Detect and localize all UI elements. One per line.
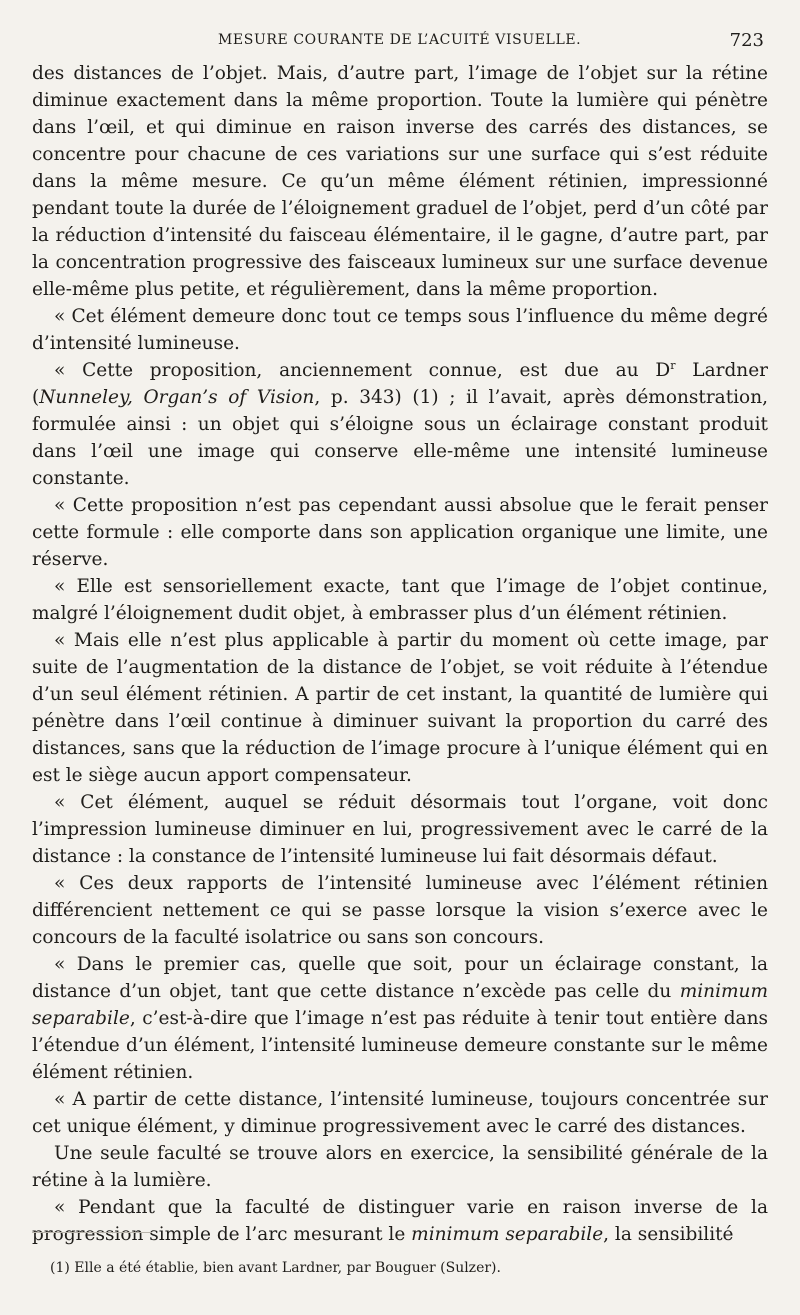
paragraph-2: « Cet élément demeure donc tout ce temps sous l’influence du même degré d’intensité lumineuse. — [32, 306, 768, 354]
paragraph-1: des distances de l’objet. Mais, d’autre part, l’image de l’objet sur la rétine diminue exactement dans la même proportion. Toute la lumière qui pénètre dans l’œil, et qui diminue en raison inverse des carrés des distances, se concentre pour chacune de ces variations sur une surface qui s’est réduite dans la même mesure. Ce qu’un même élément rétinien, impressionné pendant toute la durée de l’éloignement graduel de l’objet, perd d’un côté par la réduction d’intensité du faisceau élémentaire, il le gagne, d’autre part, par la concentration progressive des faisceaux lumineux sur une surface devenue elle-même plus petite, et régulièrement, dans la même proportion. — [32, 63, 768, 300]
paragraph-7: « Cet élément, auquel se réduit désormais tout l’organe, voit donc l’impression lumineuse diminuer en lui, progressivement avec le carré de la distance : la constance de l’intensité lumineuse lui fait désormais défaut. — [32, 792, 768, 867]
minimum-separabile-term: minimum separabile — [32, 981, 768, 1029]
paragraph-5: « Elle est sensoriellement exacte, tant que l’image de l’objet continue, malgré l’éloignement dudit objet, à embrasser plus d’un élément rétinien. — [32, 576, 768, 624]
body-text — [32, 60, 768, 1248]
paragraph-9 — [32, 951, 768, 1086]
paragraph-6: « Mais elle n’est plus applicable à partir du moment où cette image, par suite de l’augmentation de la distance de l’objet, se voit réduite à l’étendue d’un seul élément rétinien. A partir de cet instant, la quantité de lumière qui pénètre dans l’œil continue à diminuer suivant la proportion du carré des distances, sans que la réduction de l’image procure à l’unique élément qui en est le siège aucun apport compensateur. — [32, 630, 768, 786]
paragraph-12 — [32, 1194, 768, 1248]
paragraph-3 — [32, 357, 768, 492]
footnote-rule — [32, 1232, 152, 1233]
doctor-abbrev-sup: r — [670, 358, 676, 372]
paragraph-9-text-a: « Dans le premier cas, quelle que soit, pour un éclairage constant, la distance d’un objet, tant que cette distance n’excède pas celle du — [32, 954, 768, 1002]
book-title-citation: Nunneley, Organ’s of Vision — [39, 387, 315, 408]
minimum-separabile-term-2: minimum separabile — [411, 1224, 604, 1245]
paragraph-3-text-a: « Cette proposition, anciennement connue, est due au D — [54, 360, 671, 381]
footnote-text: Elle a été établie, bien avant Lardner, par Bouguer (Sulzer). — [69, 1260, 501, 1276]
paragraph-3-text-c: , p. 343) (1) ; il l’avait, après démonstration, formulée ainsi : un objet qui s’éloigne sous un éclairage constant produit dans l’œil une image qui conserve elle-même une intensité lumineuse constante. — [32, 387, 768, 489]
page-number: 723 — [729, 30, 764, 51]
running-head — [0, 28, 800, 58]
paragraph-9-text-b: , c’est-à-dire que l’image n’est pas réduite à tenir tout entière dans l’étendue d’un élément, l’intensité lumineuse demeure constante sur le même élément rétinien. — [32, 1008, 768, 1083]
footnote-marker: (1) — [50, 1260, 70, 1276]
paragraph-8: « Ces deux rapports de l’intensité lumineuse avec l’élément rétinien différencient nettement ce qui se passe lorsque la vision s’exerce avec le concours de la faculté isolatrice ou sans son concours. — [32, 873, 768, 948]
paragraph-3-text-b: Lardner ( — [32, 360, 768, 408]
running-title: MESURE COURANTE DE L’ACUITÉ VISUELLE. — [218, 32, 582, 48]
footnote — [50, 1258, 501, 1278]
paragraph-10: « A partir de cette distance, l’intensité lumineuse, toujours concentrée sur cet unique élément, y diminue progressivement avec le carré des distances. — [32, 1089, 768, 1137]
paragraph-12-text-a: « Pendant que la faculté de distinguer varie en raison inverse de la progression simple de l’arc mesurant le — [32, 1197, 768, 1245]
paragraph-11: Une seule faculté se trouve alors en exercice, la sensibilité générale de la rétine à la lumière. — [32, 1143, 768, 1191]
paragraph-12-text-b: , la sensibilité — [603, 1224, 734, 1245]
paragraph-4: « Cette proposition n’est pas cependant aussi absolue que le ferait penser cette formule : elle comporte dans son application organique une limite, une réserve. — [32, 495, 768, 570]
